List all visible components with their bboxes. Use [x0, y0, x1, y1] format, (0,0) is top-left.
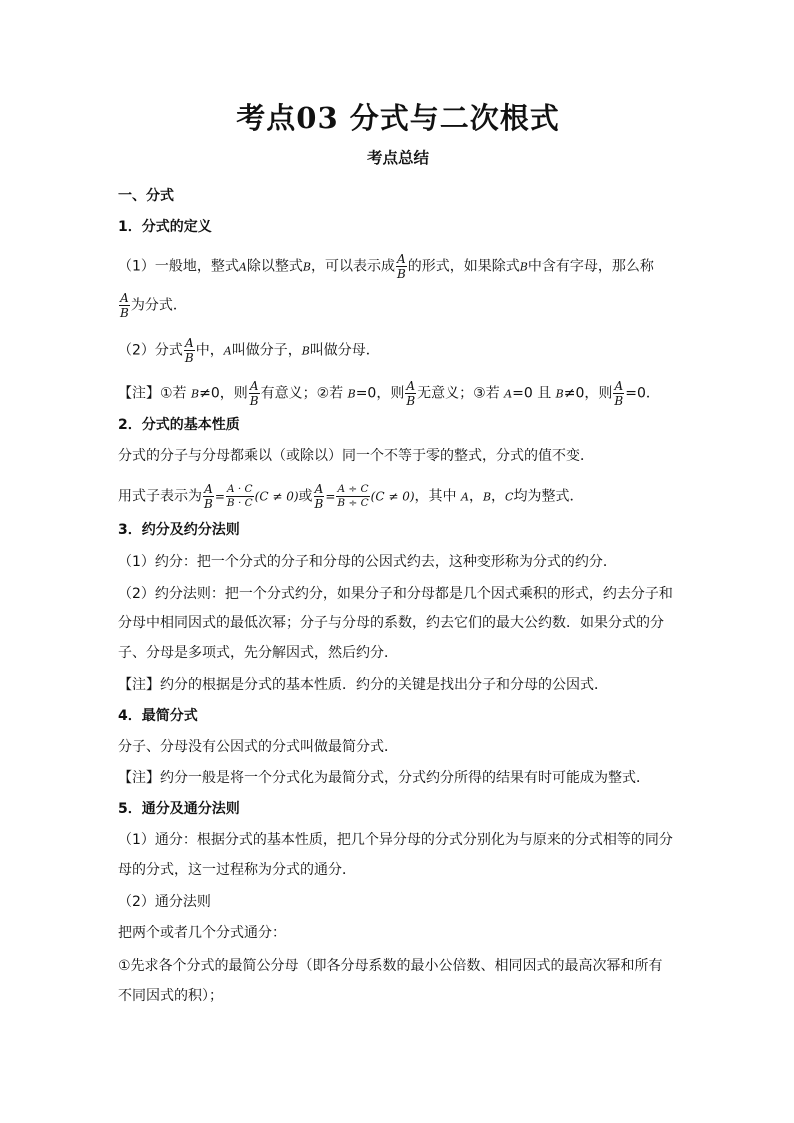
common-denominator-line-6: 不同因式的积）； — [118, 988, 223, 1004]
definition-line-1: （1）一般地，整式A除以整式B，可以表示成 $\frac{A}{B}$ 的形式，如果除式B中含有字母，那么称 — [118, 252, 654, 281]
property-formula-line: 用式子表示为 $\frac{A}{B}$ = $\frac{A \cdot C}{B \cdot C}$ (C ≠ 0)或 $\frac{A}{B}$ = $\frac{A \div C}{B \div C}$ (C ≠ 0)，其中 A，B，C均为整式． — [118, 482, 584, 511]
page-title: 考点03 分式与二次根式 — [236, 101, 560, 135]
subsection-heading-2: 2．分式的基本性质 — [118, 417, 240, 433]
common-denominator-line-5: ①先求各个分式的最简公分母（即各分母系数的最小公倍数、相同因式的最高次幂和所有 — [118, 958, 663, 974]
subsection-heading-3: 3．约分及约分法则 — [118, 522, 240, 538]
simplest-line-1: 分子、分母没有公因式的分式叫做最简分式． — [118, 739, 398, 755]
fraction-a-over-b: $\frac{A}{B}$ — [406, 379, 416, 408]
fraction-a-over-b: $\frac{A}{B}$ — [249, 379, 259, 408]
fraction-a-over-b: $\frac{A}{B}$ — [314, 482, 324, 511]
fraction-a-div-c-over-b-div-c: $\frac{A \div C}{B \div C}$ — [337, 483, 369, 509]
fraction-a-over-b: $\frac{A}{B}$ — [204, 482, 213, 511]
section-heading: 一、分式 — [118, 188, 174, 204]
reduction-line-4: 子、分母是多项式，先分解因式，然后约分． — [118, 645, 398, 661]
note-line-1: 【注】①若 B≠0，则 $\frac{A}{B}$ 有意义；②若 B=0，则 $\frac{A}{B}$ 无意义；③若 A=0 且 B≠0，则 $\frac{A}{B}$ =0． — [118, 379, 660, 408]
fraction-ac-over-bc: $\frac{A \cdot C}{B \cdot C}$ — [226, 483, 253, 509]
fraction-a-over-b: $\frac{A}{B}$ — [184, 336, 194, 365]
page-subtitle: 考点总结 — [366, 149, 429, 167]
fraction-a-over-b: $\frac{A}{B}$ — [120, 291, 129, 320]
common-denominator-line-2: 母的分式，这一过程称为分式的通分． — [118, 862, 356, 878]
common-denominator-line-1: （1）通分：根据分式的基本性质，把几个异分母的分式分别化为与原来的分式相等的同分 — [118, 832, 673, 848]
reduction-line-2: （2）约分法则：把一个分式约分，如果分子和分母都是几个因式乘积的形式，约去分子和 — [118, 586, 673, 602]
subsection-heading-4: 4．最简分式 — [118, 708, 198, 724]
fraction-a-over-b: $\frac{A}{B}$ — [396, 252, 406, 281]
reduction-line-1: （1）约分：把一个分式的分子和分母的公因式约去，这种变形称为分式的约分． — [118, 554, 617, 570]
reduction-line-3: 分母中相同因式的最低次幂；分子与分母的系数，约去它们的最大公约数．如果分式的分 — [118, 615, 664, 631]
simplest-note: 【注】约分一般是将一个分式化为最简分式，分式约分所得的结果有时可能成为整式． — [118, 770, 650, 786]
definition-line-2: $\frac{A}{B}$ 为分式． — [120, 291, 187, 320]
fraction-a-over-b: $\frac{A}{B}$ — [614, 379, 624, 408]
property-line-1: 分式的分子与分母都乘以（或除以）同一个不等于零的整式，分式的值不变． — [118, 448, 594, 464]
common-denominator-line-3: （2）通分法则 — [118, 894, 211, 910]
common-denominator-line-4: 把两个或者几个分式通分： — [118, 925, 286, 941]
definition-line-3: （2）分式 $\frac{A}{B}$ 中，A叫做分子，B叫做分母． — [118, 336, 380, 365]
reduction-note: 【注】约分的根据是分式的基本性质．约分的关键是找出分子和分母的公因式． — [118, 677, 608, 693]
subsection-heading-5: 5．通分及通分法则 — [118, 801, 240, 817]
subsection-heading-1: 1．分式的定义 — [118, 219, 212, 235]
